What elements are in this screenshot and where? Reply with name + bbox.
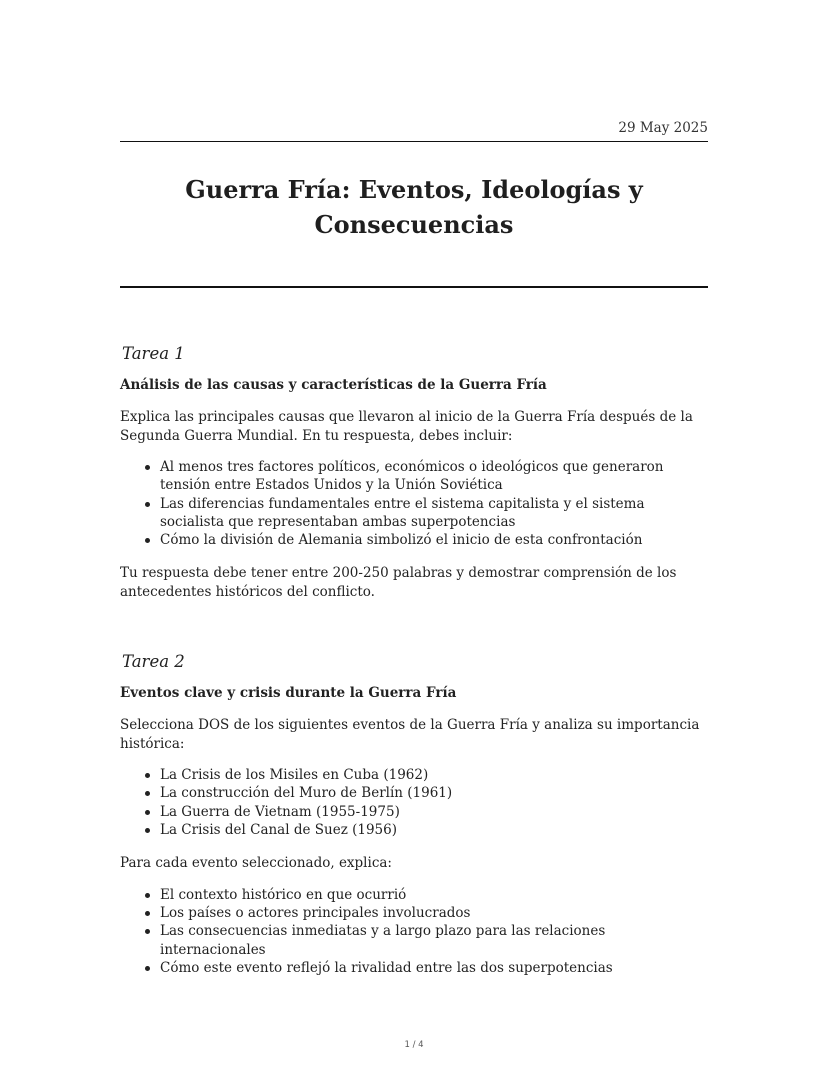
- list-item-text: La Guerra de Vietnam (1955-1975): [160, 803, 400, 820]
- task-1-section: [120, 344, 708, 601]
- document-title: Guerra Fría: Eventos, Ideologías y Consecuencias: [185, 175, 643, 239]
- list-item: [160, 766, 708, 784]
- title-divider: [120, 286, 708, 288]
- list-item: [160, 959, 708, 977]
- list-item-text: Las diferencias fundamentales entre el sistema capitalista y el sistema socialista que representaban ambas superpotencias: [160, 495, 645, 530]
- list-item: [160, 495, 708, 532]
- task-2-subtitle: Eventos clave y crisis durante la Guerra Fría: [120, 685, 457, 701]
- task-1-heading: Tarea 1: [122, 344, 185, 363]
- list-item: [160, 904, 708, 922]
- task-1-bullet-list: [120, 458, 708, 549]
- bullet-icon: [145, 810, 150, 815]
- header-divider: [120, 141, 708, 142]
- task-2-follow-up: Para cada evento seleccionado, explica:: [120, 855, 392, 872]
- list-item: [160, 886, 708, 904]
- document-date: 29 May 2025: [618, 120, 708, 136]
- task-1-closing: Tu respuesta debe tener entre 200-250 palabras y demostrar comprensión de los antecedentes históricos del conflicto.: [120, 565, 677, 600]
- bullet-icon: [145, 966, 150, 971]
- task-2-explain-list: [120, 886, 708, 977]
- task-1-intro: Explica las principales causas que llevaron al inicio de la Guerra Fría después de la Segunda Guerra Mundial. En tu respuesta, debes incluir:: [120, 409, 693, 444]
- bullet-icon: [145, 465, 150, 470]
- document-page: [120, 0, 708, 1071]
- task-2-event-list: [120, 766, 708, 839]
- list-item: [160, 531, 708, 549]
- list-item: [160, 784, 708, 802]
- bullet-icon: [145, 502, 150, 507]
- bullet-icon: [145, 929, 150, 934]
- bullet-icon: [145, 828, 150, 833]
- list-item-text: El contexto histórico en que ocurrió: [160, 886, 407, 903]
- list-item: [160, 458, 708, 495]
- bullet-icon: [145, 791, 150, 796]
- list-item-text: La construcción del Muro de Berlín (1961): [160, 785, 453, 802]
- task-2-intro: Selecciona DOS de los siguientes eventos de la Guerra Fría y analiza su importancia histórica:: [120, 717, 700, 752]
- bullet-icon: [145, 773, 150, 778]
- list-item: [160, 821, 708, 839]
- task-2-section: [120, 652, 708, 977]
- page-number: 1 / 4: [404, 1040, 424, 1050]
- bullet-icon: [145, 911, 150, 916]
- list-item-text: Las consecuencias inmediatas y a largo plazo para las relaciones internacionales: [160, 923, 606, 958]
- list-item-text: Al menos tres factores políticos, económicos o ideológicos que generaron tensión entre Estados Unidos y la Unión Soviética: [160, 459, 664, 494]
- list-item-text: Cómo este evento reflejó la rivalidad entre las dos superpotencias: [160, 959, 613, 976]
- list-item: [160, 922, 708, 959]
- list-item-text: La Crisis de los Misiles en Cuba (1962): [160, 767, 429, 783]
- task-1-subtitle: Análisis de las causas y características de la Guerra Fría: [120, 377, 547, 393]
- task-2-heading: Tarea 2: [122, 652, 185, 671]
- list-item-text: Cómo la división de Alemania simbolizó el inicio de esta confrontación: [160, 532, 643, 549]
- list-item-text: Los países o actores principales involucrados: [160, 904, 471, 921]
- bullet-icon: [145, 538, 150, 543]
- list-item: [160, 803, 708, 821]
- list-item-text: La Crisis del Canal de Suez (1956): [160, 821, 397, 838]
- bullet-icon: [145, 893, 150, 898]
